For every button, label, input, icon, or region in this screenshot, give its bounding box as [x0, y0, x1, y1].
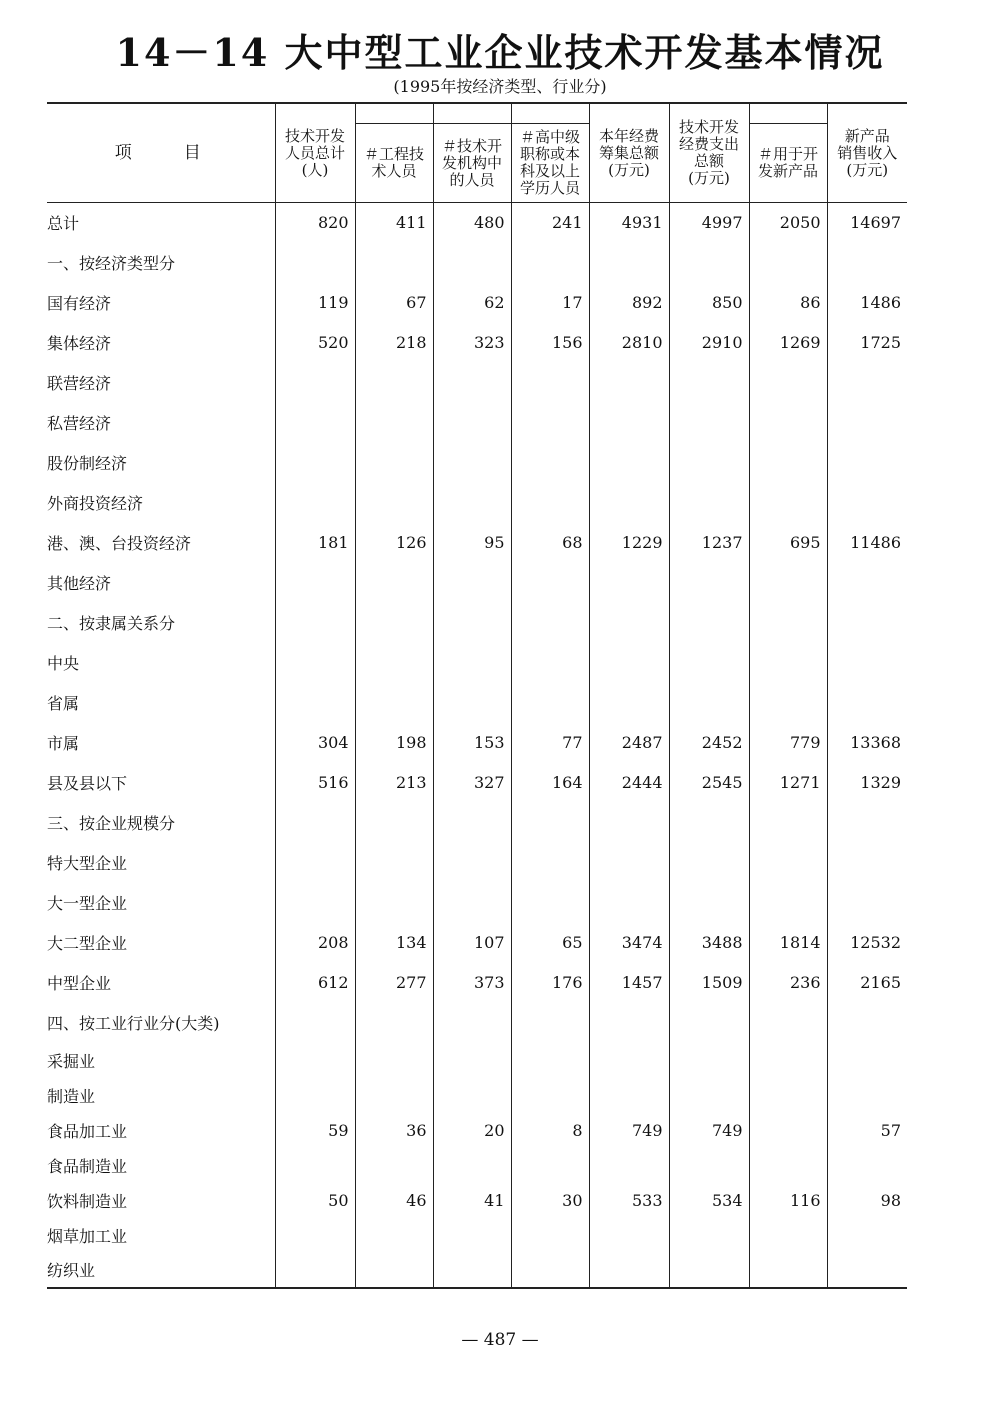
- row-label: 国有经济: [47, 294, 112, 313]
- cell-value: [749, 1003, 827, 1043]
- cell-value: [275, 643, 355, 683]
- cell-value: 107: [433, 923, 511, 963]
- cell-value: [827, 1148, 907, 1183]
- cell-value: [827, 643, 907, 683]
- row-label: 集体经济: [47, 334, 112, 353]
- cell-value: 46: [355, 1183, 433, 1218]
- cell-value: 164: [511, 763, 589, 803]
- cell-value: [275, 1003, 355, 1043]
- cell-value: [589, 1218, 669, 1253]
- cell-value: 1486: [827, 283, 907, 323]
- cell-value: [433, 803, 511, 843]
- table-row: [47, 1078, 907, 1113]
- cell-value: 11486: [827, 523, 907, 563]
- cell-value: [511, 803, 589, 843]
- row-label: 食品制造业: [47, 1156, 128, 1176]
- cell-value: [433, 843, 511, 883]
- cell-value: 2910: [669, 323, 749, 363]
- cell-value: [589, 403, 669, 443]
- cell-value: [355, 483, 433, 523]
- table-row: [47, 1113, 907, 1148]
- cell-value: 2487: [589, 723, 669, 763]
- cell-value: [669, 683, 749, 723]
- cell-value: [827, 883, 907, 923]
- table-row: [47, 203, 907, 243]
- cell-value: [669, 363, 749, 403]
- cell-value: [511, 603, 589, 643]
- table-row: [47, 323, 907, 363]
- cell-value: [355, 883, 433, 923]
- row-label: 三、按企业规模分: [47, 814, 176, 833]
- cell-value: 176: [511, 963, 589, 1003]
- cell-value: [749, 883, 827, 923]
- cell-value: [433, 1218, 511, 1253]
- cell-value: [355, 1218, 433, 1253]
- row-label: 一、按经济类型分: [47, 254, 176, 273]
- cell-value: [749, 443, 827, 483]
- cell-value: [433, 403, 511, 443]
- cell-value: 86: [749, 283, 827, 323]
- cell-value: 30: [511, 1183, 589, 1218]
- cell-value: 13368: [827, 723, 907, 763]
- header-new-product-dev: ＃用于开 发新产品: [749, 103, 827, 203]
- cell-value: [749, 403, 827, 443]
- table-row: [47, 923, 907, 963]
- row-label: 外商投资经济: [47, 494, 144, 513]
- cell-value: [275, 883, 355, 923]
- stats-table: [47, 102, 907, 1289]
- cell-value: [433, 1003, 511, 1043]
- cell-value: [355, 563, 433, 603]
- cell-value: 95: [433, 523, 511, 563]
- cell-value: 4997: [669, 203, 749, 243]
- cell-value: [827, 803, 907, 843]
- cell-value: [749, 603, 827, 643]
- cell-value: 1271: [749, 763, 827, 803]
- cell-value: 57: [827, 1113, 907, 1148]
- cell-value: [749, 683, 827, 723]
- cell-value: 17: [511, 283, 589, 323]
- cell-value: [355, 403, 433, 443]
- table-row: [47, 1003, 907, 1043]
- cell-value: 41: [433, 1183, 511, 1218]
- cell-value: [749, 1253, 827, 1288]
- cell-value: [433, 1078, 511, 1113]
- header-total-staff: 技术开发 人员总计 (人): [275, 103, 355, 203]
- cell-value: 1725: [827, 323, 907, 363]
- cell-value: [669, 243, 749, 283]
- cell-value: [749, 803, 827, 843]
- table-row: [47, 1043, 907, 1078]
- cell-value: 850: [669, 283, 749, 323]
- cell-value: [749, 643, 827, 683]
- table-row: [47, 1148, 907, 1183]
- header-new-product-sales: 新产品 销售收入 (万元): [827, 103, 907, 203]
- cell-value: [749, 1113, 827, 1148]
- cell-value: 1329: [827, 763, 907, 803]
- cell-value: [511, 1218, 589, 1253]
- table-row: [47, 483, 907, 523]
- cell-value: 520: [275, 323, 355, 363]
- cell-value: 1269: [749, 323, 827, 363]
- cell-value: [669, 1218, 749, 1253]
- cell-value: [275, 803, 355, 843]
- cell-value: 304: [275, 723, 355, 763]
- cell-value: [669, 843, 749, 883]
- cell-value: [511, 1078, 589, 1113]
- cell-value: 612: [275, 963, 355, 1003]
- cell-value: [669, 643, 749, 683]
- cell-value: [827, 603, 907, 643]
- cell-value: [589, 1043, 669, 1078]
- cell-value: 116: [749, 1183, 827, 1218]
- cell-value: [589, 363, 669, 403]
- cell-value: 8: [511, 1113, 589, 1148]
- cell-value: [511, 483, 589, 523]
- cell-value: [433, 683, 511, 723]
- cell-value: [827, 403, 907, 443]
- cell-value: [589, 563, 669, 603]
- cell-value: 516: [275, 763, 355, 803]
- cell-value: [827, 1003, 907, 1043]
- cell-value: 68: [511, 523, 589, 563]
- page-number: — 487 —: [461, 1330, 539, 1350]
- cell-value: 59: [275, 1113, 355, 1148]
- cell-value: 695: [749, 523, 827, 563]
- row-label: 大一型企业: [47, 894, 128, 913]
- cell-value: [669, 563, 749, 603]
- cell-value: [433, 443, 511, 483]
- cell-value: [589, 1148, 669, 1183]
- cell-value: [355, 443, 433, 483]
- table-row: [47, 1218, 907, 1253]
- cell-value: 2165: [827, 963, 907, 1003]
- table-row: [47, 763, 907, 803]
- table-row: [47, 723, 907, 763]
- cell-value: 1509: [669, 963, 749, 1003]
- cell-value: 12532: [827, 923, 907, 963]
- cell-value: 153: [433, 723, 511, 763]
- cell-value: [433, 243, 511, 283]
- cell-value: [589, 1253, 669, 1288]
- cell-value: [749, 843, 827, 883]
- table-row: [47, 443, 907, 483]
- cell-value: 241: [511, 203, 589, 243]
- cell-value: [275, 243, 355, 283]
- cell-value: [355, 243, 433, 283]
- cell-value: [433, 883, 511, 923]
- cell-value: 411: [355, 203, 433, 243]
- cell-value: [355, 603, 433, 643]
- cell-value: [827, 1253, 907, 1288]
- cell-value: [355, 1003, 433, 1043]
- header-row: [47, 103, 907, 203]
- header-rd-institution-staff: ＃技术开 发机构中 的人员: [433, 103, 511, 203]
- cell-value: [669, 1043, 749, 1078]
- cell-value: [275, 683, 355, 723]
- cell-value: [355, 1253, 433, 1288]
- cell-value: 1229: [589, 523, 669, 563]
- cell-value: [511, 443, 589, 483]
- cell-value: [355, 803, 433, 843]
- cell-value: [511, 1253, 589, 1288]
- cell-value: [749, 243, 827, 283]
- cell-value: [433, 1043, 511, 1078]
- cell-value: [669, 1003, 749, 1043]
- cell-value: [669, 1078, 749, 1113]
- table-row: [47, 603, 907, 643]
- cell-value: [355, 643, 433, 683]
- cell-value: [511, 883, 589, 923]
- cell-value: [511, 243, 589, 283]
- cell-value: [749, 1078, 827, 1113]
- cell-value: 480: [433, 203, 511, 243]
- cell-value: 373: [433, 963, 511, 1003]
- cell-value: [511, 843, 589, 883]
- cell-value: [275, 1218, 355, 1253]
- cell-value: [355, 1078, 433, 1113]
- header-funds-raised: 本年经费 筹集总额 (万元): [589, 103, 669, 203]
- cell-value: [355, 683, 433, 723]
- cell-value: [589, 483, 669, 523]
- cell-value: 198: [355, 723, 433, 763]
- row-label: 股份制经济: [47, 454, 128, 473]
- cell-value: [749, 483, 827, 523]
- cell-value: [275, 1148, 355, 1183]
- cell-value: [589, 1078, 669, 1113]
- cell-value: 749: [669, 1113, 749, 1148]
- cell-value: [827, 1043, 907, 1078]
- cell-value: [589, 243, 669, 283]
- cell-value: [669, 443, 749, 483]
- cell-value: [511, 363, 589, 403]
- cell-value: [827, 1078, 907, 1113]
- cell-value: 36: [355, 1113, 433, 1148]
- cell-value: [589, 603, 669, 643]
- cell-value: [749, 363, 827, 403]
- cell-value: 533: [589, 1183, 669, 1218]
- table-row: [47, 1183, 907, 1218]
- page-subtitle: (1995年按经济类型、行业分): [393, 77, 607, 96]
- cell-value: [511, 403, 589, 443]
- cell-value: 820: [275, 203, 355, 243]
- cell-value: [433, 563, 511, 603]
- cell-value: [275, 603, 355, 643]
- row-label: 食品加工业: [47, 1121, 128, 1141]
- cell-value: [827, 563, 907, 603]
- table-row: [47, 963, 907, 1003]
- cell-value: 2545: [669, 763, 749, 803]
- cell-value: 1457: [589, 963, 669, 1003]
- row-label: 大二型企业: [47, 934, 128, 953]
- cell-value: [275, 1253, 355, 1288]
- cell-value: 20: [433, 1113, 511, 1148]
- cell-value: 323: [433, 323, 511, 363]
- cell-value: [275, 363, 355, 403]
- cell-value: [669, 883, 749, 923]
- table-row: [47, 643, 907, 683]
- cell-value: 98: [827, 1183, 907, 1218]
- cell-value: [433, 603, 511, 643]
- cell-value: [589, 443, 669, 483]
- cell-value: 236: [749, 963, 827, 1003]
- table-row: [47, 1253, 907, 1288]
- cell-value: [433, 643, 511, 683]
- table-row: [47, 683, 907, 723]
- table-row: [47, 403, 907, 443]
- cell-value: [589, 843, 669, 883]
- cell-value: [275, 483, 355, 523]
- table-row: [47, 563, 907, 603]
- cell-value: 62: [433, 283, 511, 323]
- cell-value: [355, 1043, 433, 1078]
- cell-value: 208: [275, 923, 355, 963]
- cell-value: [749, 563, 827, 603]
- cell-value: 327: [433, 763, 511, 803]
- cell-value: 218: [355, 323, 433, 363]
- cell-value: [275, 563, 355, 603]
- header-engineers: ＃工程技 术人员: [355, 103, 433, 203]
- row-label: 采掘业: [47, 1051, 96, 1071]
- cell-value: [511, 643, 589, 683]
- cell-value: 892: [589, 283, 669, 323]
- cell-value: 2452: [669, 723, 749, 763]
- cell-value: [589, 803, 669, 843]
- cell-value: [433, 1148, 511, 1183]
- row-label: 四、按工业行业分(大类): [47, 1014, 220, 1033]
- table-row: [47, 363, 907, 403]
- cell-value: [433, 363, 511, 403]
- page-title: 14－14 大中型工业企业技术开发基本情况: [115, 30, 885, 75]
- header-item: 项 目: [114, 142, 207, 163]
- cell-value: [433, 483, 511, 523]
- cell-value: 2810: [589, 323, 669, 363]
- cell-value: [511, 563, 589, 603]
- cell-value: [275, 1078, 355, 1113]
- row-label: 市属: [47, 734, 80, 753]
- cell-value: 156: [511, 323, 589, 363]
- cell-value: [355, 843, 433, 883]
- cell-value: 534: [669, 1183, 749, 1218]
- cell-value: 181: [275, 523, 355, 563]
- row-label: 总计: [47, 214, 80, 234]
- row-label: 烟草加工业: [47, 1226, 128, 1246]
- cell-value: 134: [355, 923, 433, 963]
- row-label: 中型企业: [47, 974, 112, 993]
- cell-value: [749, 1218, 827, 1253]
- cell-value: [827, 483, 907, 523]
- cell-value: 14697: [827, 203, 907, 243]
- row-label: 二、按隶属关系分: [47, 614, 176, 633]
- cell-value: 3488: [669, 923, 749, 963]
- cell-value: 1814: [749, 923, 827, 963]
- row-label: 饮料制造业: [47, 1191, 128, 1211]
- cell-value: [275, 443, 355, 483]
- cell-value: [669, 803, 749, 843]
- table-row: [47, 283, 907, 323]
- row-label: 纺织业: [47, 1261, 96, 1280]
- cell-value: [749, 1043, 827, 1078]
- row-label: 特大型企业: [47, 854, 128, 873]
- row-label: 其他经济: [47, 574, 112, 593]
- cell-value: 4931: [589, 203, 669, 243]
- cell-value: [275, 403, 355, 443]
- table-row: [47, 243, 907, 283]
- row-label: 县及县以下: [47, 774, 128, 793]
- header-rd-expenditure: 技术开发 经费支出 总额 (万元): [669, 103, 749, 203]
- cell-value: [669, 403, 749, 443]
- cell-value: [827, 443, 907, 483]
- cell-value: [827, 363, 907, 403]
- cell-value: [275, 843, 355, 883]
- cell-value: [433, 1253, 511, 1288]
- cell-value: [749, 1148, 827, 1183]
- table-row: [47, 523, 907, 563]
- table-row: [47, 843, 907, 883]
- cell-value: [511, 683, 589, 723]
- row-label: 私营经济: [47, 414, 112, 433]
- row-label: 港、澳、台投资经济: [47, 534, 192, 553]
- table-row: [47, 803, 907, 843]
- cell-value: 119: [275, 283, 355, 323]
- cell-value: [827, 1218, 907, 1253]
- cell-value: [827, 683, 907, 723]
- row-label: 中央: [47, 654, 80, 673]
- cell-value: [589, 1003, 669, 1043]
- cell-value: 67: [355, 283, 433, 323]
- cell-value: 1237: [669, 523, 749, 563]
- cell-value: 77: [511, 723, 589, 763]
- cell-value: [275, 1043, 355, 1078]
- cell-value: 2444: [589, 763, 669, 803]
- cell-value: [669, 1148, 749, 1183]
- cell-value: [511, 1003, 589, 1043]
- cell-value: 3474: [589, 923, 669, 963]
- cell-value: 2050: [749, 203, 827, 243]
- row-label: 联营经济: [47, 374, 112, 393]
- header-senior-staff: ＃高中级 职称或本 科及以上 学历人员: [511, 103, 589, 203]
- cell-value: 50: [275, 1183, 355, 1218]
- row-label: 省属: [47, 694, 80, 713]
- cell-value: [827, 843, 907, 883]
- cell-value: [511, 1148, 589, 1183]
- cell-value: 213: [355, 763, 433, 803]
- cell-value: 126: [355, 523, 433, 563]
- table-row: [47, 883, 907, 923]
- cell-value: [355, 1148, 433, 1183]
- row-label: 制造业: [47, 1086, 96, 1106]
- cell-value: 277: [355, 963, 433, 1003]
- cell-value: [355, 363, 433, 403]
- cell-value: 65: [511, 923, 589, 963]
- cell-value: [589, 643, 669, 683]
- cell-value: [827, 243, 907, 283]
- cell-value: [511, 1043, 589, 1078]
- cell-value: [589, 883, 669, 923]
- cell-value: [669, 1253, 749, 1288]
- cell-value: [669, 603, 749, 643]
- cell-value: [589, 683, 669, 723]
- cell-value: 779: [749, 723, 827, 763]
- cell-value: 749: [589, 1113, 669, 1148]
- cell-value: [669, 483, 749, 523]
